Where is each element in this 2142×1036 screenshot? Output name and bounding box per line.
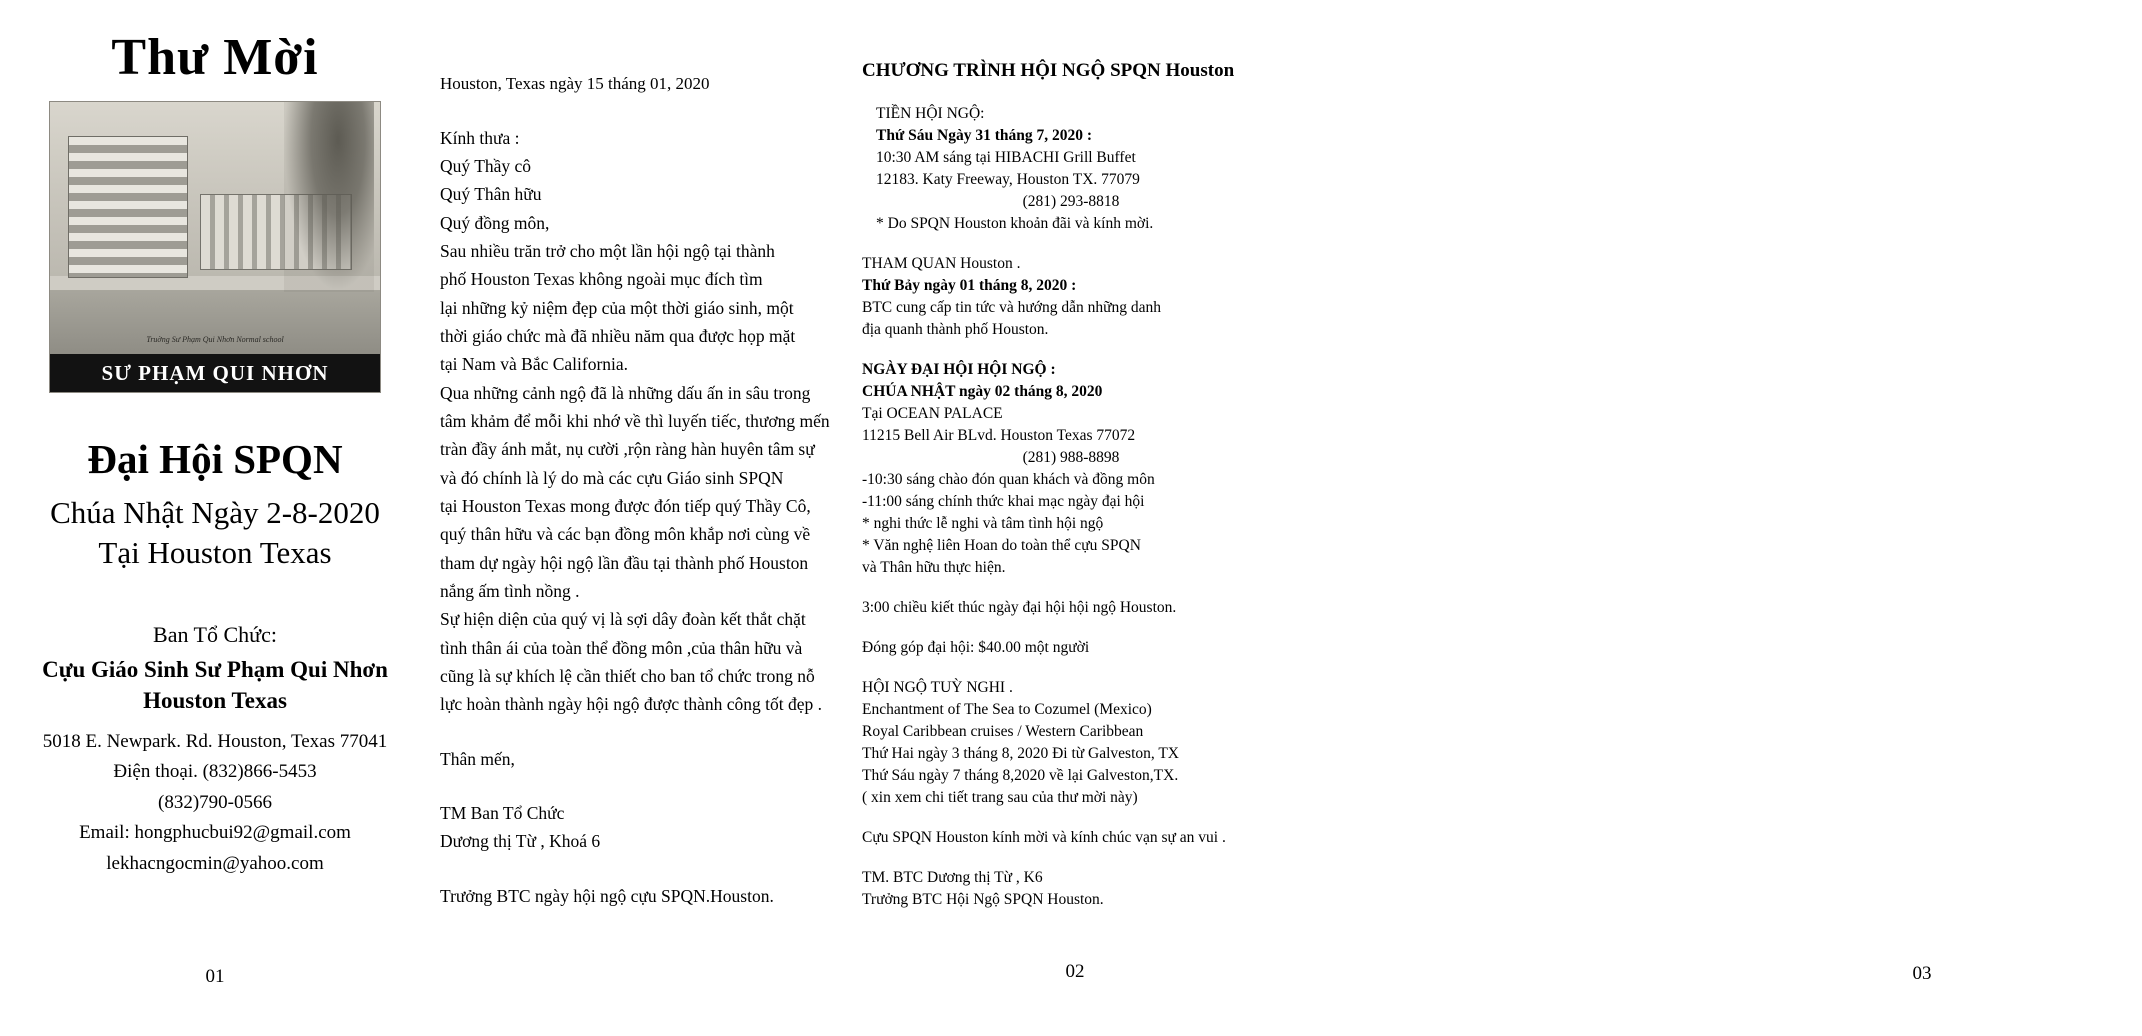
photo-ground xyxy=(50,290,380,354)
section-line: * nghi thức lễ nghi và tâm tình hội ngộ xyxy=(862,514,1104,532)
contact-email-2: lekhacngocmin@yahoo.com xyxy=(106,852,324,874)
organization-line-1: Cựu Giáo Sinh Sư Phạm Qui Nhơn xyxy=(42,656,388,682)
event-title: Đại Hội SPQN xyxy=(87,436,343,482)
letter-paragraph-line: tình thân ái của toàn thể đồng môn ,của thân hữu và xyxy=(440,637,803,658)
contact-phone-2: (832)790-0566 xyxy=(158,791,272,813)
section-line: CHÚA NHẬT ngày 02 tháng 8, 2020 xyxy=(862,382,1103,400)
section-line: * Do SPQN Houston khoản đãi và kính mời. xyxy=(876,214,1154,232)
letter-salutation: Kính thưa : xyxy=(440,127,520,148)
section-line: * Văn nghệ liên Hoan do toàn thể cựu SPQN xyxy=(862,536,1141,554)
program-heading: CHƯƠNG TRÌNH HỘI NGỘ SPQN Houston xyxy=(862,60,1235,81)
letter-paragraph-line: Qua những cảnh ngộ đã là những dấu ấn in sâu trong xyxy=(440,382,811,403)
program-greeting: Cựu SPQN Houston kính mời và kính chúc vạn sự an vui . xyxy=(862,828,1226,846)
contact-phone-1: Điện thoại. (832)866-5453 xyxy=(113,761,317,783)
letter-paragraph-line: cũng là sự khích lệ cần thiết cho ban tổ chức trong nỗ xyxy=(440,666,815,687)
section-line: Thứ Sáu Ngày 31 tháng 7, 2020 : xyxy=(876,126,1093,144)
section-line: Thứ Bảy ngày 01 tháng 8, 2020 : xyxy=(862,276,1077,294)
letter-paragraph-line: tại Houston Texas mong được đón tiếp quý Thầy Cô, xyxy=(440,496,811,516)
program-section xyxy=(862,253,1280,341)
program-section xyxy=(862,103,1280,235)
section-line: -10:30 sáng chào đón quan khách và đồng môn xyxy=(862,470,1155,488)
letter-paragraph-line: thời giáo chức mà đã nhiều năm qua được họp mặt xyxy=(440,325,796,346)
section-line: địa quanh thành phố Houston. xyxy=(862,320,1049,338)
section-line: ( xin xem chi tiết trang sau của thư mời này) xyxy=(862,788,1138,806)
page-number-02: 02 xyxy=(1065,961,1085,983)
section-line: Thứ Hai ngày 3 tháng 8, 2020 Đi từ Galveston, TX xyxy=(862,744,1180,762)
section-line: Royal Caribbean cruises / Western Caribbean xyxy=(862,722,1144,740)
letter-closing: Thân mến, xyxy=(440,748,515,769)
page-number-03: 03 xyxy=(1912,963,1932,985)
section-line: Enchantment of The Sea to Cozumel (Mexico) xyxy=(862,700,1152,718)
letter-paragraph-line: tham dự ngày hội ngộ lần đầu tại thành phố Houston xyxy=(440,552,809,573)
contact-address: 5018 E. Newpark. Rd. Houston, Texas 77041 xyxy=(42,730,388,752)
column-invitation-cover xyxy=(0,0,430,1036)
page-number-01: 01 xyxy=(205,966,225,987)
section-title: HỘI NGỘ TUỲ NGHI . xyxy=(862,678,1013,696)
column-program xyxy=(862,0,1932,1036)
section-line: và Thân hữu thực hiện. xyxy=(862,558,1006,576)
letter-paragraph-line: tâm khảm để mỗi khi nhớ về thì luyến tiếc, thương mến xyxy=(440,410,830,431)
letter-signer-title: TM Ban Tổ Chức xyxy=(440,803,565,824)
letter-paragraph-line: nắng ấm tình nồng . xyxy=(440,581,580,602)
letter-signer-role: Trưởng BTC ngày hội ngộ cựu SPQN.Houston. xyxy=(440,885,774,906)
program-contribution: Đóng góp đại hội: $40.00 một người xyxy=(862,638,1090,656)
section-line: 10:30 AM sáng tại HIBACHI Grill Buffet xyxy=(876,148,1136,166)
letter-paragraph-line: phố Houston Texas không ngoài mục đích tìm xyxy=(440,269,763,290)
letter-paragraph-line: và đó chính là lý do mà các cựu Giáo sinh SPQN xyxy=(440,467,784,488)
program-signer-name: TM. BTC Dương thị Từ , K6 xyxy=(862,868,1043,886)
letter-paragraph-line: quý thân hữu và các bạn đồng môn khắp nơi cùng về xyxy=(440,524,811,545)
letter-signer-name: Dương thị Từ , Khoá 6 xyxy=(440,831,601,852)
event-date: Chúa Nhật Ngày 2-8-2020 xyxy=(50,495,380,530)
photo-tree xyxy=(284,102,374,292)
section-line: 11215 Bell Air BLvd. Houston Texas 77072 xyxy=(862,426,1136,444)
contact-email-1: Email: hongphucbui92@gmail.com xyxy=(79,822,351,844)
section-line: (281) 293-8818 xyxy=(1022,192,1120,210)
section-line: Tại OCEAN PALACE xyxy=(862,404,1003,422)
letter-paragraph-line: Sau nhiều trăn trở cho một lần hội ngộ tại thành xyxy=(440,240,775,261)
program-contribution-wrap xyxy=(862,637,1280,659)
section-line: (281) 988-8898 xyxy=(1022,448,1120,466)
section-title: NGÀY ĐẠI HỘI HỘI NGỘ : xyxy=(862,360,1056,378)
section-line: Thứ Sáu ngày 7 tháng 8,2020 về lại Galveston,TX. xyxy=(862,766,1179,784)
optional-cruise-section xyxy=(862,677,1280,809)
photo-band-label: SƯ PHẠM QUI NHƠN xyxy=(50,354,380,392)
letter-paragraph-line: lại những kỷ niệm đẹp của một thời giáo sinh, một xyxy=(440,297,794,318)
school-photo xyxy=(49,101,381,393)
letter-dateline: Houston, Texas ngày 15 tháng 01, 2020 xyxy=(440,74,710,93)
section-line: -11:00 sáng chính thức khai mạc ngày đại hội xyxy=(862,492,1145,510)
section-line: 12183. Katy Freeway, Houston TX. 77079 xyxy=(876,170,1140,188)
section-line: BTC cung cấp tin tức và hướng dẫn những danh xyxy=(862,298,1161,316)
page-title: Thư Mời xyxy=(111,29,319,86)
photo-building-left xyxy=(68,136,188,278)
photo-caption: Truờng Sư Phạm Qui Nhơn Normal school xyxy=(146,335,284,344)
committee-label: Ban Tổ Chức: xyxy=(153,621,277,647)
letter-recipient: Quý Thầy cô xyxy=(440,155,532,176)
organization-line-2: Houston Texas xyxy=(143,687,287,713)
letter-paragraph-line: tại Nam và Bắc California. xyxy=(440,354,629,375)
letter-recipient: Quý Thân hữu xyxy=(440,184,542,205)
letter-paragraph-line: lực hoàn thành ngày hội ngộ được thành công tốt đẹp . xyxy=(440,694,823,715)
section-title: THAM QUAN Houston . xyxy=(862,254,1021,272)
letter-paragraph-line: tràn đầy ánh mắt, nụ cười ,rộn ràng hàn huyên tâm sự xyxy=(440,439,815,460)
section-title: TIỀN HỘI NGỘ: xyxy=(876,104,985,122)
letter-recipient: Quý đồng môn, xyxy=(440,212,550,233)
program-section xyxy=(862,359,1280,579)
program-closing-time: 3:00 chiều kiết thúc ngày đại hội hội ngộ Houston. xyxy=(862,598,1177,616)
event-place: Tại Houston Texas xyxy=(98,535,332,571)
program-signature xyxy=(862,867,1280,911)
program-greeting-wrap xyxy=(862,827,1280,849)
program-closing-time-wrap xyxy=(862,597,1280,619)
program-signer-role: Trưởng BTC Hội Ngộ SPQN Houston. xyxy=(862,890,1104,908)
letter-paragraph-line: Sự hiện diện của quý vị là sợi dây đoàn kết thắt chặt xyxy=(440,609,806,630)
